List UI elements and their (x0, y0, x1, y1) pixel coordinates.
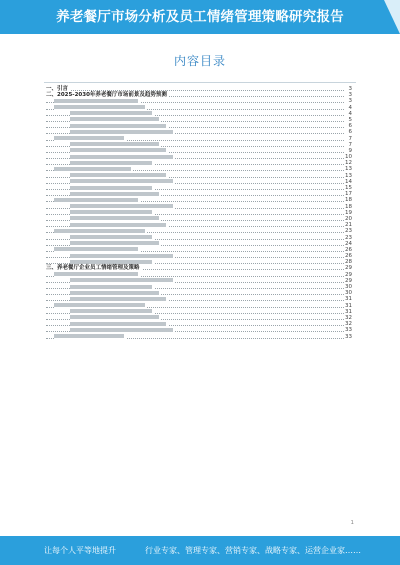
toc-entry-label-placeholder (70, 328, 173, 332)
toc-entry-page: 32 (345, 314, 352, 321)
toc-entry-label-placeholder (70, 241, 159, 245)
toc-entry-page: 23 (345, 234, 352, 241)
toc-leader-dots (46, 90, 344, 91)
toc-entry-page: 15 (345, 185, 352, 191)
toc-entry-page: 6 (348, 129, 352, 136)
toc-entry-label-placeholder (54, 99, 138, 103)
toc-entry-page: 19 (345, 209, 352, 216)
toc-entry-label-placeholder (70, 285, 152, 289)
toc-entry-label: 三、养老餐厅企业员工情绪管理及策略 (46, 265, 140, 272)
toc-entry-label-placeholder (70, 155, 173, 159)
toc-entry-label-placeholder (70, 204, 173, 208)
toc-entry-label-placeholder (70, 309, 152, 313)
toc-entry-label-placeholder (70, 117, 159, 121)
toc-entry-label-placeholder (70, 124, 166, 128)
toc-entry-label-placeholder (70, 192, 159, 196)
toc-entry-label-placeholder (54, 247, 138, 251)
toc-entry-page: 17 (345, 191, 352, 198)
toc-entry-label-placeholder (54, 167, 131, 171)
toc-entry-label-placeholder (70, 111, 152, 115)
toc-entry-label-placeholder (70, 216, 159, 220)
toc-entry-label-placeholder (70, 142, 159, 146)
toc-entry-label (54, 334, 126, 340)
toc-entry-label-placeholder (70, 179, 173, 183)
toc-entry-page: 4 (348, 110, 352, 117)
toc-entry-page: 31 (345, 302, 352, 309)
toc-entry-page: 33 (345, 327, 352, 334)
toc-entry-page: 18 (345, 197, 352, 204)
toc-entry-label-placeholder (70, 315, 159, 319)
toc-entry-page: 32 (345, 321, 352, 328)
toc-entry-page: 3 (348, 92, 352, 99)
toc-entry-label-placeholder (70, 254, 173, 258)
toc-entry-label-placeholder (70, 235, 152, 239)
toc-entry-page: 7 (348, 141, 352, 148)
toc-entry-label-placeholder (54, 229, 145, 233)
toc-entry-label-placeholder (70, 161, 152, 165)
toc-entry-page: 28 (345, 259, 352, 266)
toc-entry-page: 31 (345, 296, 352, 303)
toc-entry-page: 14 (345, 178, 352, 185)
footer-experts: 行业专家、管理专家、营销专家、战略专家、运营企业家…… (145, 546, 361, 555)
toc-entry-label-placeholder (70, 130, 173, 134)
toc-entry-label-placeholder (70, 210, 152, 214)
toc-entry-page: 23 (345, 228, 352, 235)
toc-entry-page: 18 (345, 203, 352, 210)
toc-divider (44, 82, 356, 83)
toc-entry-label: 一、引言 (46, 86, 69, 92)
toc-entry-label-placeholder (70, 322, 166, 326)
toc-entry-label-placeholder (54, 303, 145, 307)
toc-entry-label-placeholder (70, 173, 166, 177)
toc-entry-page: 30 (345, 284, 352, 290)
toc-entry-page: 5 (348, 116, 352, 123)
toc-entry-label-placeholder (54, 334, 124, 338)
toc-entry-page: 13 (345, 166, 352, 173)
toc-entry-page: 3 (348, 86, 352, 92)
footer-slogan: 让每个人平等地提升 (44, 546, 116, 555)
toc-entry-page: 20 (345, 215, 352, 222)
toc-entry-page: 4 (348, 104, 352, 111)
table-of-contents (46, 86, 352, 340)
toc-entry-label: 二、2025-2030年养老餐厅市场前景及趋势预测 (46, 92, 167, 99)
toc-entry-page: 33 (345, 333, 352, 340)
toc-entry-page: 26 (345, 246, 352, 253)
toc-entry[interactable] (46, 334, 352, 340)
toc-entry-page: 30 (345, 290, 352, 297)
toc-entry-page: 13 (345, 172, 352, 179)
toc-entry-label-placeholder (70, 297, 166, 301)
toc-entry-page: 3 (348, 98, 352, 105)
toc-title: 内容目录 (173, 54, 226, 68)
toc-entry-label-placeholder (70, 260, 152, 264)
toc-entry-page: 21 (345, 222, 352, 229)
toc-entry-label-placeholder (54, 272, 138, 276)
toc-entry-page: 12 (345, 160, 352, 167)
toc-entry-page: 24 (345, 240, 352, 247)
toc-entry-label-placeholder (70, 186, 152, 190)
toc-entry-page: 29 (345, 265, 352, 272)
toc-entry-label-placeholder (70, 223, 166, 227)
footer-bar (0, 536, 400, 565)
toc-entry-label-placeholder (54, 198, 138, 202)
toc-entry-page: 29 (345, 271, 352, 278)
toc-entry-page: 9 (348, 147, 352, 154)
toc-entry-label-placeholder (70, 148, 166, 152)
report-title: 养老餐厅市场分析及员工情绪管理策略研究报告 (56, 9, 344, 25)
toc-entry-label-placeholder (70, 291, 159, 295)
toc-entry-label-placeholder (54, 136, 124, 140)
header-bar (0, 0, 400, 34)
toc-entry-page: 6 (348, 123, 352, 130)
toc-entry-page: 29 (345, 277, 352, 284)
toc-entry-label-placeholder (70, 278, 173, 282)
toc-entry-page: 10 (345, 154, 352, 161)
toc-entry-page: 26 (345, 253, 352, 260)
toc-entry-page: 31 (345, 308, 352, 315)
toc-entry-page: 7 (348, 135, 352, 142)
toc-entry-label-placeholder (54, 105, 145, 109)
page-number: 1 (350, 520, 354, 526)
